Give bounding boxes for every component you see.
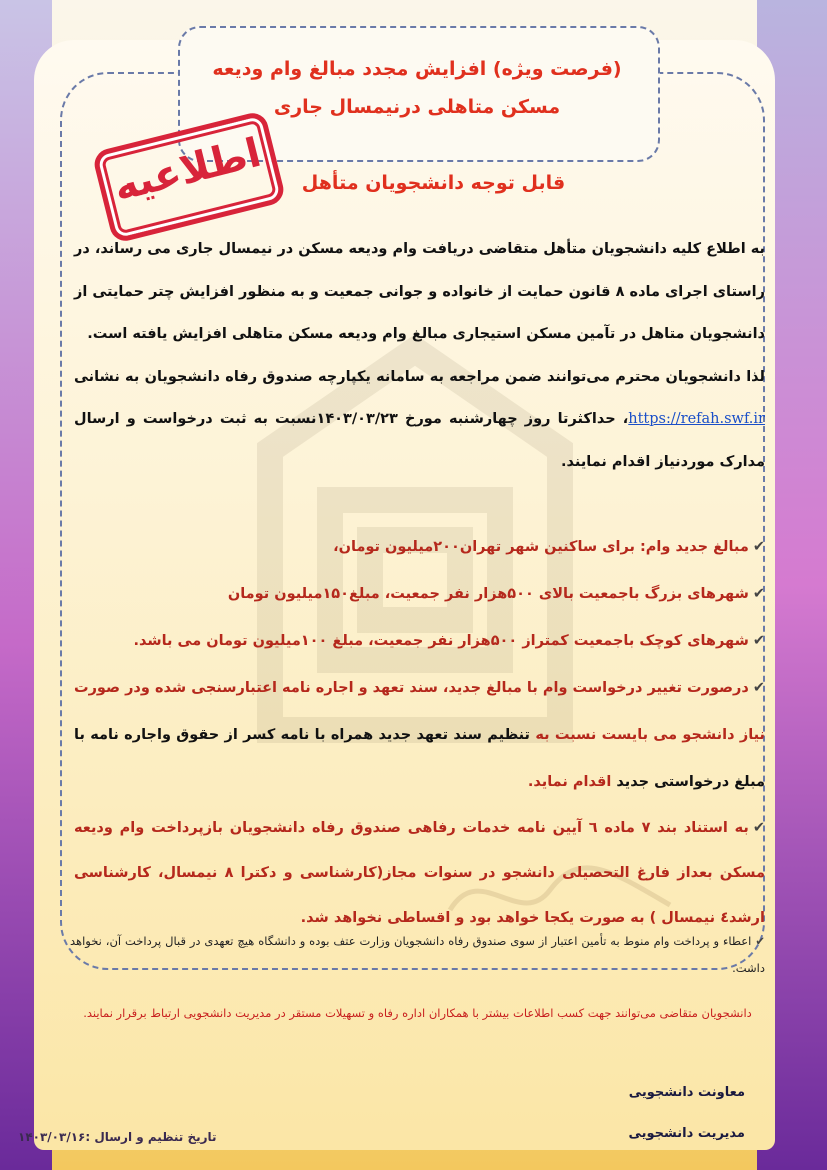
bullet-item-5: [74, 806, 765, 941]
bullet-item-3: [74, 618, 765, 665]
bullet-list: [74, 524, 765, 941]
bullet-3-text: شهرهای کوچک باجمعیت کمتراز ۵۰۰هزار نفر جمعیت، مبلغ ۱۰۰میلیون تومان می باشد.: [133, 633, 749, 649]
checkmark-icon: ✔: [752, 820, 765, 836]
paragraph-2-rest: ، حداکثرتا روز چهارشنبه مورخ ۱۴۰۳/۰۳/۲۳نسبت به ثبت درخواست و ارسال مدارک موردنیاز اقدام نمایند.: [74, 411, 765, 470]
stamp-label: اطلاعیه: [109, 129, 266, 211]
bullet-4-emphasis: تنظیم سند تعهد جدید همراه با نامه کسر از حقوق واجاره نامه با مبلغ درخواستی جدید: [74, 727, 765, 790]
header-title-line2: مسکن متاهلی درنیمسال جاری: [273, 96, 561, 118]
page-subtitle: قابل توجه دانشجویان متأهل: [301, 172, 566, 194]
note-funding: [70, 928, 765, 982]
note-1-text: اعطاء و پرداخت وام منوط به تأمین اعتبار از سوی صندوق رفاه دانشجویان وزارت عتف بوده و دانشگاه هیچ تعهدی در قبال پرداخت آن، نخواهد داشت.: [70, 934, 765, 975]
issue-date: تاریخ تنظیم و ارسال :۱۴۰۳/۰۳/۱۶: [18, 1130, 217, 1144]
announcement-body: [74, 228, 765, 483]
bullet-2-text: شهرهای بزرگ باجمعیت بالای ۵۰۰هزار نفر جمعیت، مبلغ۱۵۰میلیون تومان: [227, 586, 749, 602]
checkmark-icon: ✔: [752, 680, 765, 696]
checkmark-icon: ✔: [752, 633, 765, 649]
checkmark-icon: ✔: [755, 934, 765, 948]
checkmark-icon: ✔: [752, 539, 765, 555]
body-paragraph-1: به اطلاع کلیه دانشجویان متأهل متقاضی دریافت وام ودیعه مسکن در نیمسال جاری می رساند، در راستای اجرای ماده ۸ قانون حمایت از خانواده و جوانی جمعیت و به منظور افزایش چتر حمایتی از دانشجویان متاهل در تآمین مسکن استیجاری مبالغ وام ودیعه مسکن متاهلی افزایش یافته است.: [73, 241, 765, 342]
paragraph-2-intro: لذا دانشجویان محترم می‌توانند ضمن مراجعه به سامانه یکپارچه صندوق رفاه دانشجویان به نشانی: [74, 368, 765, 385]
bullet-item-1: [74, 524, 765, 571]
bullet-item-4: [74, 665, 765, 806]
checkmark-icon: ✔: [752, 586, 765, 602]
bullet-4-ending: اقدام نماید.: [527, 774, 612, 790]
bullet-4-text: درصورت تغییر درخواست وام با مبالغ جدید، سند تعهد و اجاره نامه اعتبارسنجی شده ودر صورت نیاز دانشجو می بایست نسبت به: [74, 680, 765, 743]
bullet-item-2: [74, 571, 765, 618]
signature-deputy: معاونت دانشجویی: [628, 1085, 745, 1100]
bullet-5-text: به استناد بند ۷ ماده ٦ آیین نامه خدمات رفاهی صندوق رفاه دانشجویان بازپرداخت وام ودیعه مسکن بعداز فارغ التحصیلی دانشجو در سنوات مجاز(کارشناسی و دکترا ۸ نیمسال، کارشناسی ارشد٤ نیمسال ) به صورت یکجا خواهد بود و اقساطی نخواهد شد.: [74, 820, 765, 926]
header-title-line1: (فرصت ویژه) افزایش مجدد مبالغ وام ودیعه: [212, 58, 622, 80]
body-paragraph-2: [74, 356, 765, 484]
refah-link[interactable]: https://refah.swf.ir: [628, 411, 765, 427]
note-contact: دانشجویان متقاضی می‌توانند جهت کسب اطلاعات بیشتر با همکاران اداره رفاه و تسهیلات مستقر در مدیریت دانشجویی ارتباط برقرار نمایند.: [83, 1006, 752, 1020]
signature-management: مدیریت دانشجویی: [628, 1126, 745, 1141]
bullet-1-text: مبالغ جدید وام: برای ساکنین شهر تهران۲۰۰میلیون تومان،: [333, 539, 749, 555]
